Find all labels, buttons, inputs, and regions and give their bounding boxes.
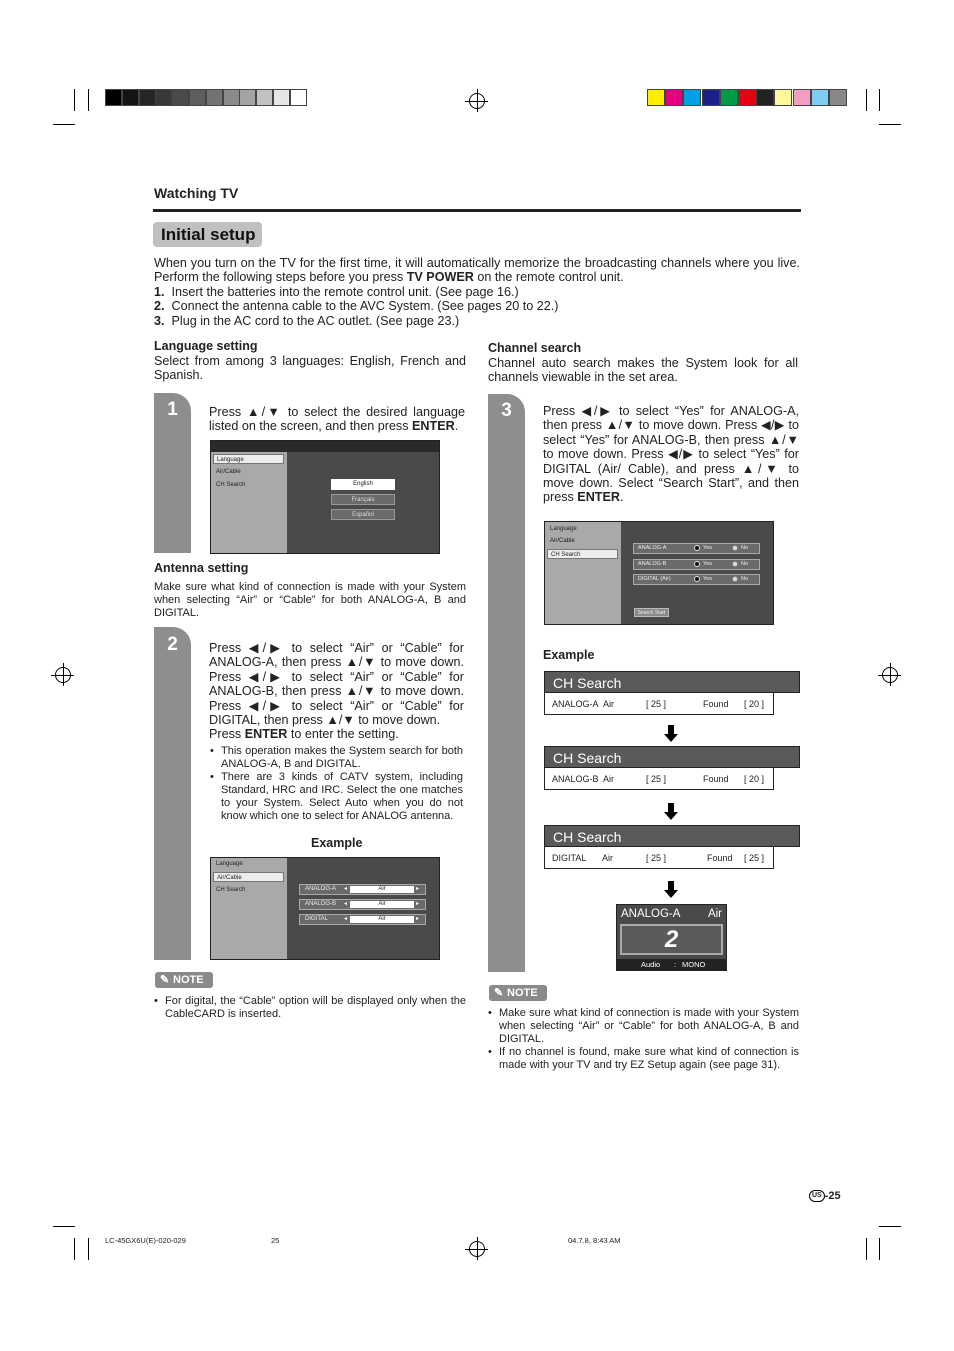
left-arrow-icon[interactable]: ◂	[344, 886, 348, 892]
ch-search-header: CH Search	[544, 746, 800, 768]
color-swatch	[774, 89, 792, 106]
radio-selected-icon[interactable]	[694, 561, 700, 567]
radio-selected-icon[interactable]	[694, 545, 700, 551]
channel-display	[616, 904, 727, 971]
intro-step-text: Connect the antenna cable to the AVC System. (See pages 20 to 22.)	[171, 299, 559, 314]
osd-menu	[211, 858, 287, 959]
display-channel-label: ANALOG-A	[621, 908, 681, 920]
gray-swatch	[189, 89, 206, 106]
ch-search-result-row	[544, 693, 774, 715]
ch-search-box	[544, 671, 800, 715]
yes-option[interactable]: Yes	[703, 576, 712, 582]
osd-menu	[211, 452, 287, 553]
step-2-bar	[154, 627, 191, 960]
language-option-spanish[interactable]: Español	[331, 509, 395, 520]
gray-swatch	[206, 89, 223, 106]
ch-search-label: ANALOG-A	[552, 699, 599, 709]
ch-search-label: DIGITAL	[552, 853, 587, 863]
intro-bold: TV POWER	[406, 270, 474, 285]
step-2-enter-bold: ENTER	[244, 727, 288, 741]
intro-step-num: 2.	[154, 299, 165, 314]
antenna-row-label: ANALOG-B	[305, 901, 337, 907]
page-number	[809, 1190, 841, 1202]
no-option[interactable]: No	[741, 576, 749, 582]
region-badge: US	[809, 1190, 825, 1202]
yes-option[interactable]: Yes	[703, 545, 712, 551]
intro-step-num: 3.	[154, 313, 165, 328]
ch-search-found: Found	[703, 774, 729, 784]
note-tag-text: NOTE	[173, 974, 204, 986]
osd-menu-aircable[interactable]: Air/Cable	[550, 538, 575, 544]
osd-menu-language[interactable]: Language	[216, 861, 243, 867]
gray-swatch	[139, 89, 156, 106]
intro-text-1: When you turn on the TV for the first time, it will automatically memorize the broadcasting channels where you live. Perform the following steps before you press	[154, 256, 800, 285]
display-audio	[617, 959, 726, 971]
step-3-bold: ENTER	[577, 490, 620, 505]
color-swatch	[756, 89, 774, 106]
channel-row-label: ANALOG-A	[638, 545, 667, 551]
ch-search-header: CH Search	[544, 825, 800, 847]
intro-step-text: Plug in the AC cord to the AC outlet. (See page 23.)	[171, 313, 460, 328]
step-1-number: 1	[167, 399, 178, 420]
footer-page: 25	[271, 1236, 280, 1245]
radio-icon[interactable]	[732, 576, 738, 582]
right-arrow-icon[interactable]: ▸	[416, 916, 420, 922]
gray-swatch	[223, 89, 240, 106]
step-3-example-label: Example	[543, 648, 595, 662]
step-3-bar	[488, 394, 525, 972]
radio-selected-icon[interactable]	[694, 576, 700, 582]
intro-step	[154, 314, 800, 328]
display-audio-mode: MONO	[682, 960, 706, 969]
pencil-icon: ✎	[494, 987, 504, 999]
color-swatch	[811, 89, 829, 106]
color-swatch	[683, 89, 701, 106]
osd-menu-chsearch[interactable]: CH Search	[216, 482, 246, 488]
osd-top-strip	[211, 441, 439, 452]
ch-search-count: [ 25 ]	[646, 699, 667, 709]
note-left-bullet: • For digital, the “Cable” option will be displayed only when the CableCARD is inserted.	[165, 995, 466, 1021]
display-channel-number: 2	[664, 926, 679, 953]
right-arrow-icon[interactable]: ▸	[416, 886, 420, 892]
note-tag-left	[155, 972, 213, 988]
intro-steps	[154, 285, 800, 328]
step-2-number: 2	[167, 634, 178, 655]
step-2-enter	[209, 727, 464, 741]
ch-search-label: ANALOG-B	[552, 774, 599, 784]
osd-menu-language[interactable]: Language	[550, 526, 577, 532]
down-arrow-icon	[664, 890, 678, 898]
search-start-button[interactable]: Search Start	[634, 608, 669, 617]
step-1-bold: ENTER	[412, 419, 455, 434]
channel-search-row[interactable]	[633, 543, 760, 554]
channel-search-desc: Channel auto search makes the System look for all channels viewable in the set area.	[488, 356, 798, 385]
language-osd-screen	[210, 440, 440, 554]
intro-step-num: 1.	[154, 285, 165, 299]
radio-icon[interactable]	[732, 545, 738, 551]
osd-menu-aircable[interactable]: Air/Cable	[216, 469, 241, 475]
ch-search-result-row	[544, 768, 774, 790]
color-swatch	[720, 89, 738, 106]
channel-osd-screen	[544, 521, 774, 625]
language-option-french[interactable]: Français	[331, 494, 395, 505]
intro-paragraph	[154, 256, 800, 285]
note-right-bullet: • Make sure what kind of connection is made with your System when selecting “Air” or “Cable” for both ANALOG-A, B and DIGITAL.	[499, 1007, 799, 1046]
language-setting-desc: Select from among 3 languages: English, French and Spanish.	[154, 354, 466, 383]
antenna-row-value[interactable]: Air	[350, 886, 414, 893]
intro-step-text: Insert the batteries into the remote control unit. (See page 16.)	[171, 285, 519, 299]
registration-mark-bottom	[469, 1241, 485, 1257]
color-swatch	[793, 89, 811, 106]
intro-step	[154, 299, 800, 313]
ch-search-box	[544, 825, 800, 869]
left-arrow-icon[interactable]: ◂	[344, 901, 348, 907]
down-arrow-icon	[664, 734, 678, 742]
antenna-setting-desc: Make sure what kind of connection is made with your System when selecting “Air” or “Cable” for both ANALOG-A, B and DIGITAL.	[154, 581, 466, 619]
gray-swatch	[239, 89, 256, 106]
registration-mark-left	[55, 667, 71, 683]
channel-row-label: ANALOG-B	[638, 560, 667, 567]
gray-swatch	[290, 89, 307, 106]
footer-date: 04.7.8, 8:43 AM	[568, 1236, 621, 1245]
channel-search-row[interactable]	[633, 574, 760, 585]
antenna-row[interactable]	[299, 899, 426, 910]
ch-search-found: Found	[707, 853, 733, 863]
down-arrow-icon	[664, 812, 678, 820]
step-2-bullet: • There are 3 kinds of CATV system, including Standard, HRC and IRC. Select the one matches to your System. Select Auto when you do not know which one to select for ANALOG antenna.	[221, 771, 463, 823]
color-swatch	[665, 89, 683, 106]
gray-swatch	[105, 89, 122, 106]
step-2-bullet: • This operation makes the System search for both ANALOG-A, B and DIGITAL.	[221, 745, 463, 771]
step-3-text: Press ◀/▶ to select “Yes” for ANALOG-A, then press ▲/▼ to move down. Press ◀/▶ to select “Yes” for ANALOG-B, then press ▲/▼ to move down. Press ◀/▶ to select “Yes” for DIGITAL (Air/ Cable), and press ▲/▼ to move down. Select “Search Start”, and then press	[543, 404, 799, 505]
gray-swatch	[155, 89, 172, 106]
antenna-setting-title: Antenna setting	[154, 561, 249, 575]
step-2-instruction: Press ◀/▶ to select “Air” or “Cable” for ANALOG-A, then press ▲/▼ to move down. Press ◀/▶ to select “Air” or “Cable” for ANALOG-B, then press ▲/▼ to move down. Press ◀/▶ to select “Air” or “Cable” for DIGITAL, then press ▲/▼ to move down.	[209, 641, 464, 728]
registration-mark-right	[882, 667, 898, 683]
ch-search-type: Air	[602, 853, 613, 863]
step-2-example-label: Example	[311, 836, 363, 850]
step-2-enter-text: Press	[209, 727, 245, 741]
ch-search-type: Air	[603, 774, 614, 784]
footer-file: LC-45GX6U(E)-020-029	[105, 1236, 186, 1245]
color-swatch	[647, 89, 665, 106]
step-1-text: Press ▲/▼ to select the desired language listed on the screen, and then press	[209, 405, 465, 434]
channel-row-label: DIGITAL (Air)	[638, 576, 671, 582]
intro-text-2: on the remote control unit.	[473, 270, 624, 285]
antenna-row-label: ANALOG-A	[305, 886, 337, 892]
ch-search-found: Found	[703, 699, 729, 709]
antenna-row-value[interactable]: Air	[350, 901, 414, 908]
pencil-icon: ✎	[160, 974, 170, 986]
color-swatch	[738, 89, 756, 106]
ch-search-box	[544, 746, 800, 790]
osd-menu-aircable[interactable]: Air/Cable	[213, 872, 284, 882]
note-tag-right	[489, 985, 547, 1001]
gray-swatch	[122, 89, 139, 106]
no-option[interactable]: No	[741, 560, 749, 567]
language-option-english[interactable]: English	[331, 479, 395, 490]
ch-search-count: [ 25 ]	[646, 853, 667, 863]
step-1-tail: .	[454, 419, 459, 434]
radio-icon[interactable]	[732, 561, 738, 567]
section-label: Watching TV	[154, 185, 239, 201]
antenna-row[interactable]	[299, 884, 426, 895]
antenna-osd-screen	[210, 857, 440, 960]
display-type: Air	[707, 908, 722, 920]
step-2-enter-tail: to enter the setting.	[287, 727, 399, 741]
channel-search-row[interactable]	[633, 559, 760, 570]
ch-search-found-count: [ 20 ]	[744, 774, 765, 784]
display-audio-label: Audio	[641, 960, 661, 969]
note-right-bullet: • If no channel is found, make sure what kind of connection is made with your TV and try EZ Setup again (see page 31).	[499, 1046, 799, 1072]
antenna-row-label: DIGITAL	[305, 916, 328, 922]
osd-menu	[545, 522, 621, 624]
right-arrow-icon[interactable]: ▸	[416, 901, 420, 907]
left-arrow-icon[interactable]: ◂	[344, 916, 348, 922]
color-swatch	[702, 89, 720, 106]
channel-search-title: Channel search	[488, 341, 582, 355]
ch-search-type: Air	[603, 699, 614, 709]
ch-search-found-count: [ 25 ]	[744, 853, 765, 863]
yes-option[interactable]: Yes	[703, 560, 712, 567]
no-option[interactable]: No	[741, 545, 749, 551]
page-number-text: -25	[824, 1190, 841, 1202]
color-swatch	[829, 89, 847, 106]
gray-swatch	[273, 89, 290, 106]
step-3-instruction	[543, 404, 799, 505]
note-tag-text: NOTE	[507, 987, 538, 999]
step-1-instruction	[209, 405, 465, 434]
ch-search-found-count: [ 20 ]	[744, 699, 765, 709]
gray-swatch	[256, 89, 273, 106]
intro-step	[154, 285, 800, 299]
ch-search-result-row	[544, 847, 774, 869]
header-rule	[153, 209, 801, 212]
osd-menu-language[interactable]: Language	[213, 454, 284, 464]
antenna-row-value[interactable]: Air	[350, 916, 414, 923]
antenna-row[interactable]	[299, 914, 426, 925]
page-title-text: Initial setup	[161, 225, 256, 244]
ch-search-count: [ 25 ]	[646, 774, 667, 784]
registration-mark-top	[469, 93, 485, 109]
osd-menu-chsearch[interactable]: CH Search	[547, 549, 618, 559]
osd-menu-chsearch[interactable]: CH Search	[216, 887, 246, 893]
language-setting-title: Language setting	[154, 339, 258, 353]
gray-swatch	[172, 89, 189, 106]
display-audio-sep: :	[674, 960, 677, 969]
step-3-number: 3	[501, 400, 512, 421]
ch-search-header: CH Search	[544, 671, 800, 693]
step-3-tail: .	[619, 490, 624, 505]
